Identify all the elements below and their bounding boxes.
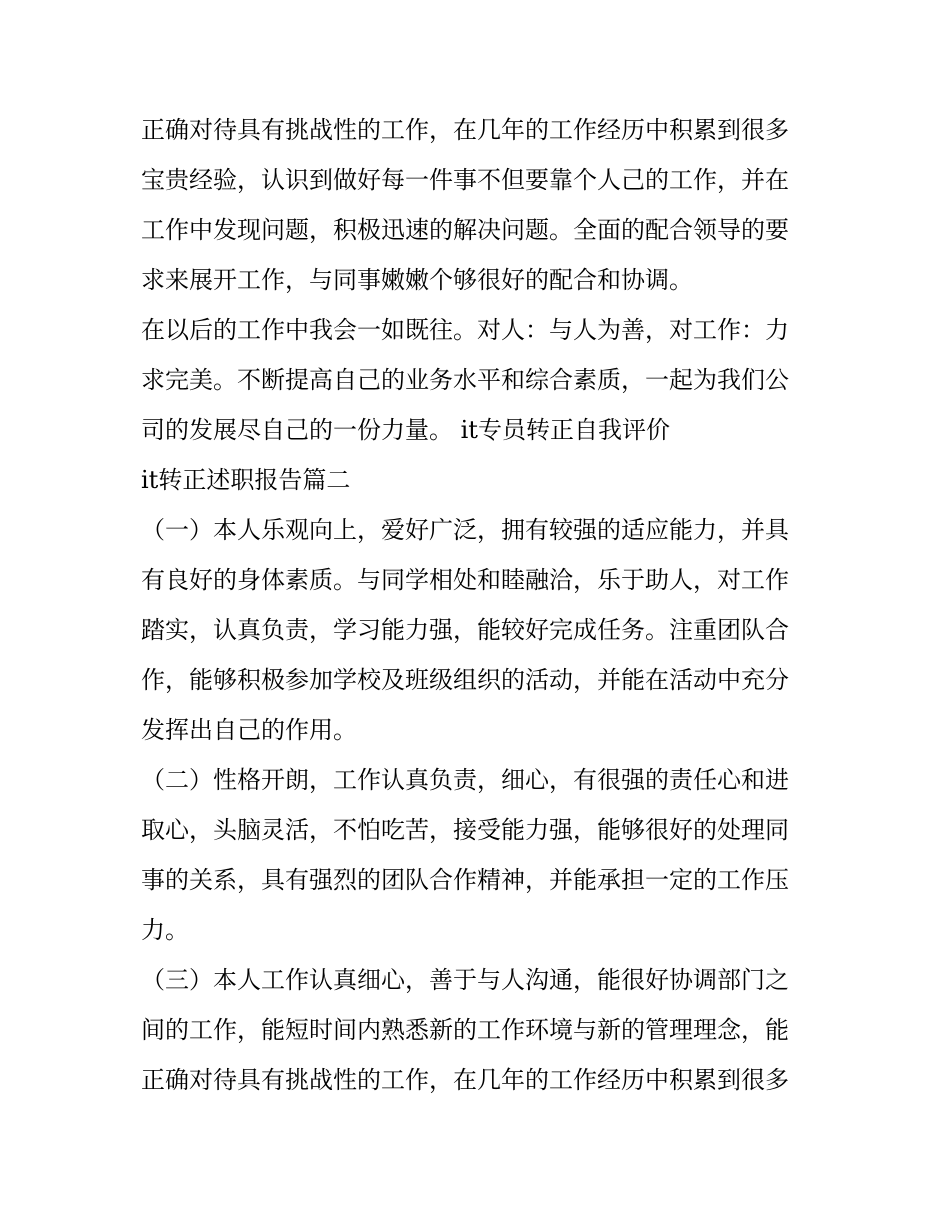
text-line-11: 踏实，认真负责，学习能力强，能较好完成任务。注重团队合 bbox=[141, 616, 789, 644]
text-line-16: 事的关系，具有强烈的团队合作精神，并能承担一定的工作压 bbox=[141, 866, 789, 894]
text-line-7: 司的发展尽自己的一份力量。 it专员转正自我评价 bbox=[141, 416, 670, 444]
text-line-9: （一）本人乐观向上，爱好广泛，拥有较强的适应能力，并具 bbox=[141, 516, 789, 544]
text-line-1: 正确对待具有挑战性的工作，在几年的工作经历中积累到很多 bbox=[141, 116, 789, 144]
text-line-19: 间的工作，能短时间内熟悉新的工作环境与新的管理理念，能 bbox=[141, 1016, 789, 1044]
text-line-13: 发挥出自己的作用。 bbox=[141, 716, 357, 744]
text-line-5: 在以后的工作中我会一如既往。对人：与人为善，对工作：力 bbox=[141, 316, 789, 344]
text-line-3: 工作中发现问题，积极迅速的解决问题。全面的配合领导的要 bbox=[141, 216, 789, 244]
text-line-17: 力。 bbox=[141, 916, 189, 944]
text-line-15: 取心，头脑灵活，不怕吃苦，接受能力强，能够很好的处理同 bbox=[141, 816, 789, 844]
text-line-4: 求来展开工作，与同事嫩嫩个够很好的配合和协调。 bbox=[141, 266, 693, 294]
text-line-14: （二）性格开朗，工作认真负责，细心，有很强的责任心和进 bbox=[141, 766, 789, 794]
text-line-18: （三）本人工作认真细心，善于与人沟通，能很好协调部门之 bbox=[141, 966, 789, 994]
text-line-20: 正确对待具有挑战性的工作，在几年的工作经历中积累到很多 bbox=[141, 1066, 789, 1094]
text-line-10: 有良好的身体素质。与同学相处和睦融洽，乐于助人，对工作 bbox=[141, 566, 789, 594]
text-line-2: 宝贵经验，认识到做好每一件事不但要靠个人己的工作，并在 bbox=[141, 166, 789, 194]
section-heading: it转正述职报告篇二 bbox=[141, 466, 351, 494]
text-line-12: 作，能够积极参加学校及班级组织的活动，并能在活动中充分 bbox=[141, 666, 789, 694]
text-line-6: 求完美。不断提高自己的业务水平和综合素质，一起为我们公 bbox=[141, 366, 789, 394]
